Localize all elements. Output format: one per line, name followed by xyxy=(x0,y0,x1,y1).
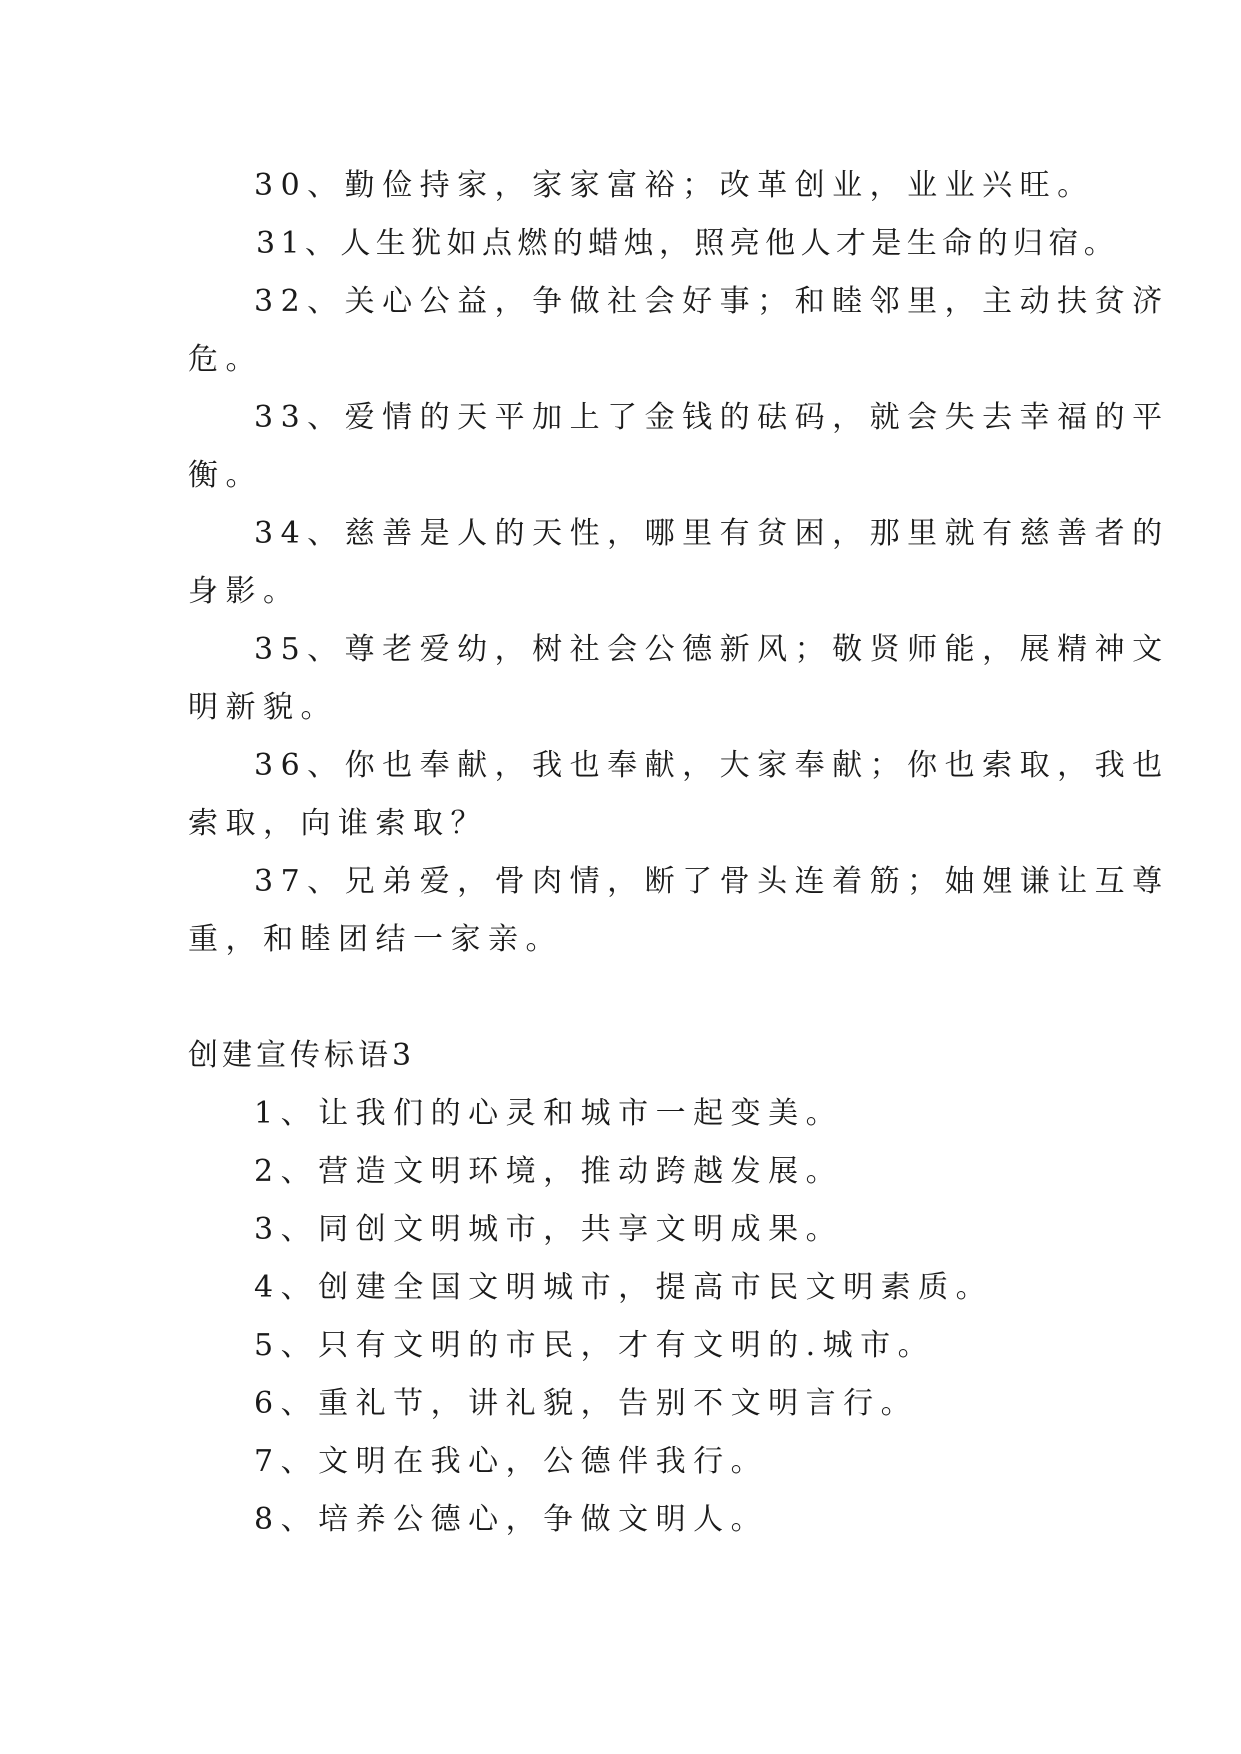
section-heading: 创建宣传标语3 xyxy=(188,1038,416,1073)
slogan-37-line-1: 37、兄弟爱，骨肉情，断了骨头连着筋；妯娌谦让互尊 xyxy=(254,864,1170,899)
slogan-37-line-2: 重，和睦团结一家亲。 xyxy=(188,922,563,957)
slogan-35-line-1: 35、尊老爱幼，树社会公德新风；敬贤师能，展精神文 xyxy=(254,632,1170,667)
slogan-34-line-2: 身影。 xyxy=(188,574,301,609)
slogan-34-line-1: 34、慈善是人的天性，哪里有贫困，那里就有慈善者的 xyxy=(254,516,1170,551)
slogan-item-7: 7、文明在我心，公德伴我行。 xyxy=(254,1444,769,1479)
slogan-33-line-2: 衡。 xyxy=(188,458,263,493)
slogan-item-3: 3、同创文明城市，共享文明成果。 xyxy=(254,1212,844,1247)
slogan-30: 30、勤俭持家，家家富裕；改革创业，业业兴旺。 xyxy=(254,168,1095,203)
slogan-item-2: 2、营造文明环境，推动跨越发展。 xyxy=(254,1154,844,1189)
slogan-item-1: 1、让我们的心灵和城市一起变美。 xyxy=(254,1096,844,1131)
slogan-33-line-1: 33、爱情的天平加上了金钱的砝码，就会失去幸福的平 xyxy=(254,400,1170,435)
slogan-35-line-2: 明新貌。 xyxy=(188,690,338,725)
slogan-item-4: 4、创建全国文明城市，提高市民文明素质。 xyxy=(254,1270,994,1305)
slogan-31: 31、人生犹如点燃的蜡烛，照亮他人才是生命的归宿。 xyxy=(256,226,1120,261)
slogan-36-line-1: 36、你也奉献，我也奉献，大家奉献；你也索取，我也 xyxy=(254,748,1170,783)
slogan-item-8: 8、培养公德心，争做文明人。 xyxy=(254,1502,769,1537)
slogan-item-5: 5、只有文明的市民，才有文明的.城市。 xyxy=(254,1328,936,1363)
slogan-36-line-2: 索取，向谁索取？ xyxy=(188,806,488,841)
slogan-32-line-1: 32、关心公益，争做社会好事；和睦邻里，主动扶贫济 xyxy=(254,284,1170,319)
slogan-32-line-2: 危。 xyxy=(188,342,263,377)
slogan-item-6: 6、重礼节，讲礼貌，告别不文明言行。 xyxy=(254,1386,919,1421)
